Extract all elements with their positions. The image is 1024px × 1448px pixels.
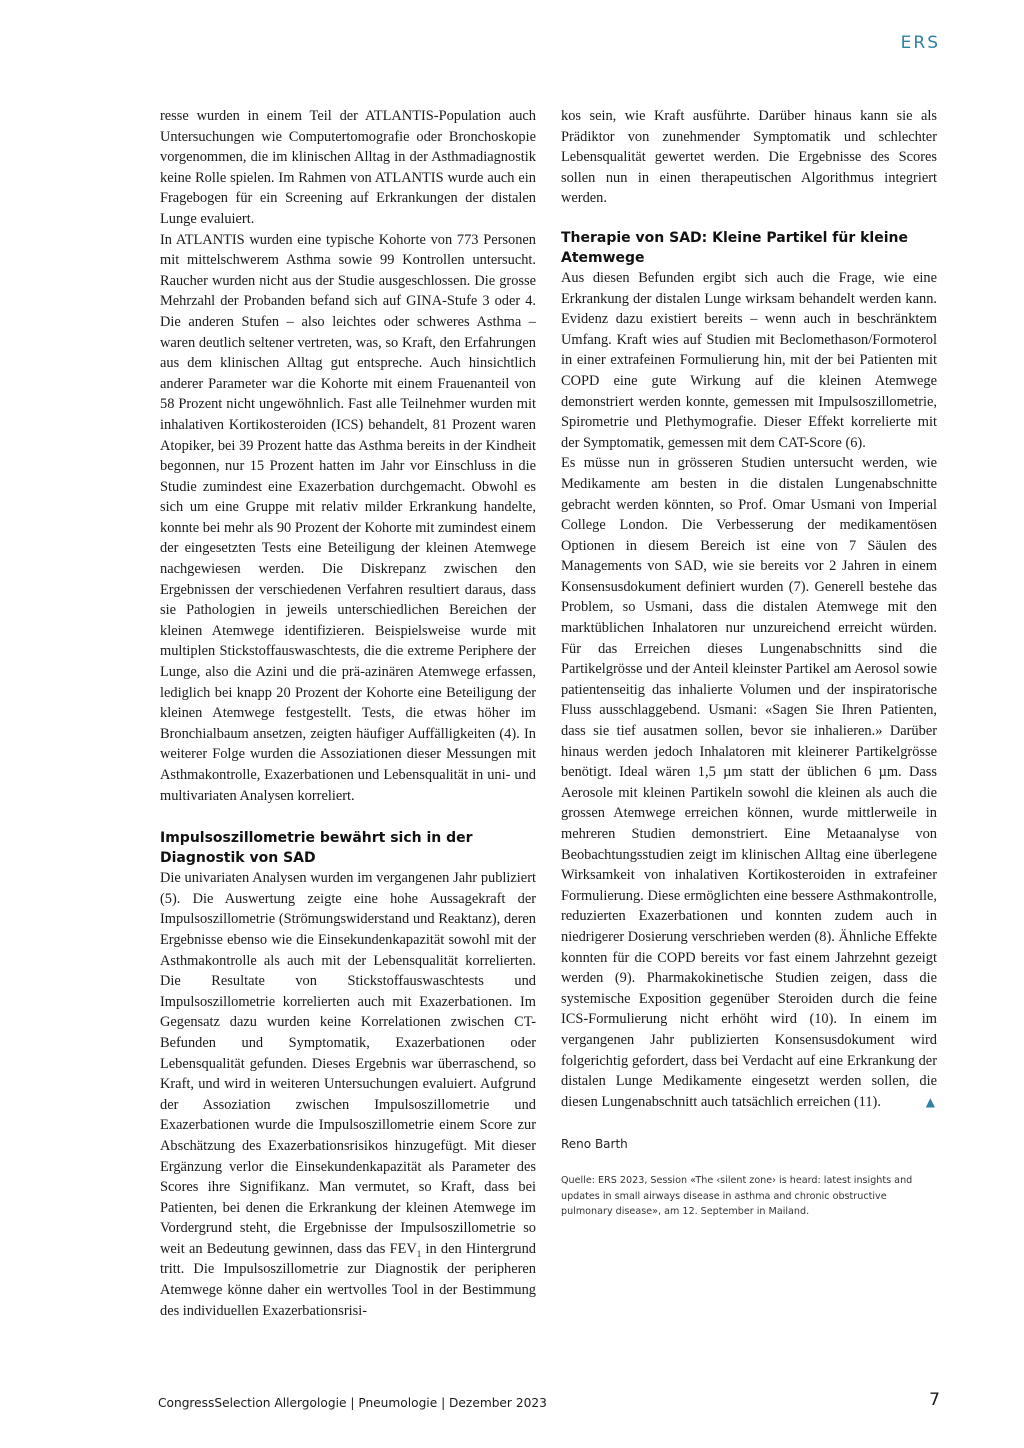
paragraph: kos sein, wie Kraft ausführte. Darüber hinaus kann sie als Prädiktor von zunehmender Symptomatik und schlechter Lebensqualität gewertet werden. Die Ergebnisse des Scores sollen nun in einen therapeutischen Algorithmus integriert werden. — [561, 108, 937, 207]
paragraph: In ATLANTIS wurden eine typische Kohorte von 773 Personen mit mittelschwerem Asthma sowie 99 Kontrollen untersucht. Raucher wurden nicht aus der Studie ausgeschlossen. Die grosse Mehrzahl der Probanden befand sich auf GINA-Stufe 3 oder 4. Die anderen Stufen – also leichtes oder schweres Asthma – waren deutlich seltener vertreten, was, so Kraft, den Erfahrungen aus dem klinischen Alltag gut entspreche. Auch hinsichtlich anderer Parameter war die Kohorte mit einem Frauenanteil von 58 Prozent nicht ungewöhnlich. Fast alle Teilnehmer wurden mit inhalativen Kortikosteroiden (ICS) behandelt, 81 Prozent waren Atopiker, bei 39 Prozent hatte das Asthma bereits in der Kindheit begonnen, nur 15 Prozent hatten im Jahr vor Einschluss in die Studie zumindest eine Exazerbation durchgemacht. Obwohl es sich um eine Gruppe mit relativ milder Erkrankung handelte, konnte bei mehr als 90 Prozent der Kohorte mit zumindest einem der eingesetzten Tests eine Beteiligung der kleinen Atemwege nachgewiesen werden. Die Diskrepanz zwischen den Ergebnissen der verschiedenen Verfahren resultiert daraus, dass sie Pathologien in jeweils unterschiedlichen Bereichen der kleinen Atemwege identifizieren. Beispielsweise wurde mit multiplen Stickstoffauswaschtests, die die extreme Periphere der Lunge, also die Azini und die prä-azinären Atemwege erfassen, lediglich bei knapp 20 Prozent der Kohorte eine Beteiligung der kleinen Atemwege festgestellt. Tests, die etwas höher im Bronchialbaum ansetzen, zeigten häufiger Auffälligkeiten (4). In weiterer Folge wurden die Assoziationen dieser Messungen mit Asthmakontrolle, Exazerbationen und Lebensqualität in uni- und multivariaten Analysen korreliert. — [160, 231, 536, 804]
paragraph — [160, 868, 536, 1321]
paragraph — [561, 453, 937, 1112]
left-column — [160, 106, 536, 1321]
subscript: 1 — [416, 1248, 422, 1259]
right-column — [561, 106, 937, 1220]
paragraph-text: Es müsse nun in grösseren Studien untersucht werden, wie Medikamente am besten in die distalen Lungenabschnitte gebracht werden könnten, so Prof. Omar Usmani von Imperial College London. Die Verbesserung der medikamentösen Optionen in diesem Bereich ist eine von 7 Säulen des Managements von SAD, wie sie bereits vor 2 Jahren in einem Konsensusdokument definiert wurden (7). Generell bestehe das Problem, so Usmani, dass die distalen Atemwege mit den marktüblichen Inhalatoren nur unzureichend erreicht würden. Für das Erreichen dieses Lungenabschnitts sind die Partikelgrösse und der Anteil kleinster Partikel am Aerosol sowie patientenseitig das inhalierte Volumen und der inspiratorische Fluss ausschlaggebend. Usmani: «Sagen Sie Ihren Patienten, dass sie tief ausatmen sollen, bevor sie inhalieren.» Darüber hinaus werden jedoch Inhalatoren mit kleinerer Partikelgrösse benötigt. Ideal wären 1,5 µm statt der üblichen 6 µm. Dass Aerosole mit kleinen Partikeln sowohl die kleinen als auch die grossen Atemwege erreichen können, wurde mittlerweile in mehreren Studien demonstriert. Eine Metaanalyse von Beobachtungsstudien zeigt im klinischen Alltag eine überlegene Wirksamkeit von inhalativen Kortikosteroiden in extrafeiner Formulierung. Diese ermöglichten eine bessere Asthmakontrolle, reduzierten Exazerbationen und konnten zudem auch in niedrigerer Dosierung verschrieben werden (8). Ähnliche Effekte konnten für die COPD bereits vor fast einem Jahrzehnt gezeigt werden (9). Pharmakokinetische Studien zeigen, dass die systemische Exposition gegenüber Steroiden durch die feine ICS-Formulierung nicht erhöht wird (10). In einem im vergangenen Jahr publizierten Konsensusdokument wird folgerichtig gefordert, dass bei Verdacht auf eine Erkrankung der distalen Lunge Medikamente eingesetzt werden sollen, die diesen Lungenabschnitt auch tatsächlich erreichen (11). — [561, 455, 937, 1110]
section-tag: ERS — [900, 33, 940, 53]
end-of-article-icon: ▲ — [925, 1094, 935, 1109]
paragraph: Aus diesen Befunden ergibt sich auch die Frage, wie eine Erkrankung der distalen Lunge wirksam behandelt werden kann. Evidenz dazu existiert bereits – wenn auch in beschränktem Umfang. Kraft wies auf Studien mit Beclomethason/Formoterol in einer extrafeinen Formulierung hin, mit der bei Patienten mit COPD eine gute Wirkung auf die kleinen Atemwege demonstriert werden konnte, gemessen mit Impulsoszillometrie, Spirometrie und Plethymografie. Dieser Effekt korrelierte mit der Symptomatik, gemessen mit dem CAT-Score (6). — [561, 269, 937, 451]
footer-publication: CongressSelection Allergologie | Pneumologie | Dezember 2023 — [158, 1396, 547, 1410]
paragraph-text: Die univariaten Analysen wurden im vergangenen Jahr publiziert (5). Die Auswertung zeigte eine hohe Aussagekraft der Impulsoszillometrie (Strömungswiderstand und Reaktanz), deren Ergebnisse ebenso wie die Einsekundenkapazität sowohl mit der Asthmakontrolle als auch mit der Lebensqualität korrelierten. Die Resultate von Stickstoffauswaschtests und Impulsoszillometrie korrelierten auch mit Exazerbationen. Im Gegensatz dazu wurden keine Korrelationen zwischen CT-Befunden und Symptomatik, Exazerbationen oder Lebensqualität gefunden. Dieses Ergebnis war überraschend, so Kraft, und wird in weiteren Untersuchungen evaluiert. Aufgrund der Assoziation zwischen Impulsoszillometrie und Exazerbationen wurde die Impulsoszillometrie einem Score zur Abschätzung des Exazerbationsrisikos hinzugefügt. Mit dieser Ergänzung verlor die Einsekundenkapazität als Parameter des Scores ihre Signifikanz. Man vermutet, so Kraft, dass bei Patienten, bei denen die Erkrankung der kleinen Atemwege im Vordergrund steht, die Ergebnisse der Impulsoszillometrie so weit an Bedeutung gewinnen, dass das FEV — [160, 870, 536, 1257]
section-heading: Therapie von SAD: Kleine Partikel für kleine Atemwege — [561, 229, 908, 266]
section-heading: Impulsoszillometrie bewährt sich in der Diagnostik von SAD — [160, 830, 473, 867]
paragraph: resse wurden in einem Teil der ATLANTIS-Population auch Untersuchungen wie Computertomografie oder Bronchoskopie vorgenommen, die im klinischen Alltag in der Asthmadiagnostik keine Rolle spielen. Im Rahmen von ATLANTIS wurde auch ein Fragebogen für ein Screening auf Erkrankungen der distalen Lunge evaluiert. — [160, 108, 536, 227]
source-note: Quelle: ERS 2023, Session «The ‹silent zone› is heard: latest insights and updates in small airways disease in asthma and chronic obstructive pulmonary disease», am 12. September in Mailand. — [561, 1174, 913, 1218]
page-number: 7 — [929, 1390, 940, 1410]
paragraph-text: in den Hintergrund tritt. Die Impulsoszillometrie zur Diagnostik der peripheren Atemwege könne daher ein wertvolles Tool in der Bestimmung des individuellen Exazerbationsrisi- — [160, 1240, 536, 1319]
author-name: Reno Barth — [561, 1137, 628, 1152]
